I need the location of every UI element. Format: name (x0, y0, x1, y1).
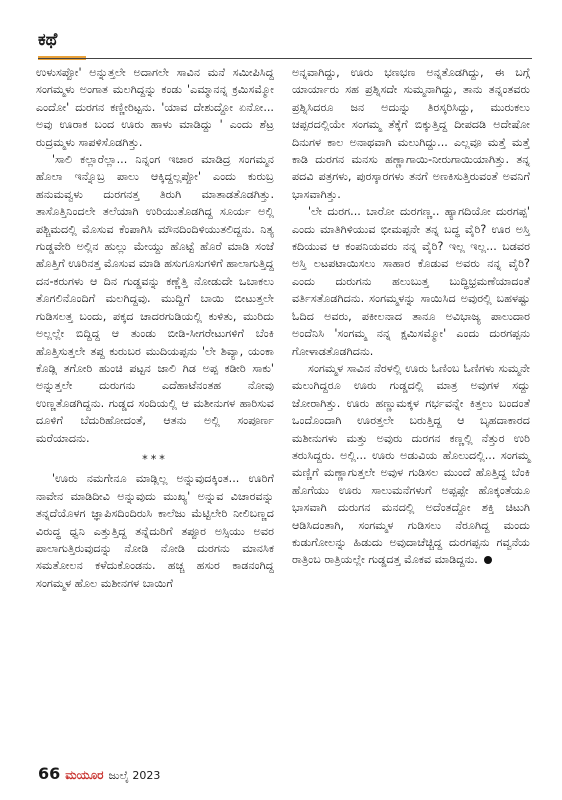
magazine-logo: ಮಯೂರ (65, 768, 104, 782)
paragraph: ಅನ್ನವಾಗಿದ್ದು, ಊರು ಭಣಭಣ ಅನ್ನತೊಡಗಿದ್ದು, ಈ ಬಗ್ಗೆ ಯಾರ್ಯಾರು ಸಹ ಪ್ರಶ್ನಿಸದೇ ಸುಮ್ಮನಾಗಿದ್ದು, ತಾನು ತನ್ನಂತವರು ಪ್ರಶ್ನಿಸಿದರೂ ಜನ ಅದುನ್ನು ತಿರಸ್ಕರಿಸಿದ್ದು, ಮುರುಕಲು ಚಪ್ಪರದಲ್ಲಿಯೇ ಸಂಗಮ್ಮ ತೆಕ್ಕೆಗೆ ಬಿಕ್ಕುತ್ತಿದ್ದ ದೀಪದಡಿ ಅದೇಷೋ ದಿನುಗಳ ಕಾಲ ಅನಾಥವಾಗಿ ಮಲುಗಿದ್ದು... ಎಲ್ಲವೂ ಮತ್ತೆ ಮತ್ತೆ ಕಾಡಿ ದುರಗನ ಮನಸು ಹಣ್ಣಾಗಾಯಿ-ನೀರುಗಾಯಿಯಾಗಿತ್ತು. ತನ್ನ ಪದವಿ ಪತ್ರಗಳು, ಪುರಸ್ಕಾರಗಳು ತನಗೆ ಅಣಕಿಸುತ್ತಿರುವಂತೆ ಅವನಿಗೆ ಭಾಸವಾಗಿತ್ತು. (292, 66, 530, 201)
page-footer (38, 764, 160, 783)
paragraph: 'ಸಾಲಿ ಕಲ್ಲಾರೆಲ್ಲಾ... ನಿನ್ನಂಗ ಇಚಾರ ಮಾಡಿದ್ರ ಸಂಗಮ್ಮನ ಹೊಲಾ ಇನ್ನೊಬ್ರ ಪಾಲು ಆಕ್ಕಿದ್ದಲ್ಲಪ್ಪೋ' ಎಂದು ಕುರುಬ್ರ ಹನುಮವ್ವಳು ದುರಗನತ್ತ ತಿರುಗಿ ಮಾತಾಡತೊಡಗಿತ್ತು. ತಾಸೊತ್ತಿನಿಂದಲೇ ತಲೆಯಾಗಿ ಉರಿಯುತೊಡಗಿದ್ದ ಸೂರ್ಯ ಅಲ್ಲಿ ಪಶ್ಚಿಮದಲ್ಲಿ ಮೊಸುವ ಕೆಂಪಾಗಿಸಿ ಮೌನದಿಂದಿಳಿಯುತಲಿದ್ದನು. ನಿತ್ಯ ಗುಡ್ಡವೇರಿ ಅಲ್ಲಿನ ಹುಲ್ಲು ಮೇಯ್ದು ಹೊಟ್ಟೆ ಹೊರೆ ಮಾಡಿ ಸಂಜೆ ಹೊತ್ತಿಗೆ ಊರಿನತ್ತ ಮೊಸುವ ಮಾಡಿ ಹಸುಗೂಸುಗಳಿಗೆ ಹಾಲಾಗುತ್ತಿದ್ದ ದನ-ಕರುಗಳು ಆ ದಿನ ಗುಡ್ಡವನ್ನು ಕಣ್ಣೆತ್ತಿ ನೋಡುದೇ ಒಬಾಕಲು ತೊಗಲಿನೊಂದಿಗೆ ಮಲಗಿದ್ದವು. ಮುದ್ದಿಗೆ ಬಾಯಿ ಬೀಟುತ್ತಲೇ ಗುಡಿಸಲತ್ತ ಬಂದು, ಪಕ್ಕದ ಚಾದರಗುಡಿಯಲ್ಲಿ ಕುಳಿತು, ಮುರಿದು ಅಲ್ಲಲ್ಲೇ ಬಿದ್ದಿದ್ದ ಆ ತುಂಡು ಬೀಡಿ-ಸೀಗರೇಟುಗಳಿಗೆ ಬೆಂಕಿ ಹೊತ್ತಿಸುತ್ತಲೇ ತಪ್ದ ಕುರುಬರ ಮುದಿಯಪ್ಪನು 'ಲೇ ಶಿವ್ಯಾ, ಯಂಕಾ ಕೊಡ್ಲಿ ತಗೋರಿ ಹುಂಚಿ ಪಟ್ಟನ ಜಾಲಿ ಗಿಡ ಅಪ್ಪ ಕಡೀರಿ ಸಾಕು' ಅನ್ನುತ್ತಲೇ ದುರುಗನು ಎದೆಹಾಟೆನಂತಹ ನೋವು ಉಣ್ಣತೊಡಗಿದ್ದನು. ಗುಡ್ಡದ ಸಂದಿಯಲ್ಲಿ ಆ ಮಶೀನುಗಳ ಹಾರಿಸುವ ದೂಳಿಗೆ ಬೆದುರಿಹೋದಂತೆ, ಆತನು ಅಲ್ಲಿ ಸಂಪೂರ್ಣ ಮರೆಯಾದನು. (36, 153, 274, 445)
paragraph: ಉಳುಸಪ್ಪೋ' ಅನ್ನುತ್ತಲೇ ಅದಾಗಲೇ ಸಾವಿನ ಮನೆ ಸಮೀಪಿಸಿದ್ದ ಸಂಗಮ್ಮಳು ಅಂಗಾತ ಮಲಗಿದ್ದನ್ನು ಕಂಡು 'ಎಮ್ಮಾನನ್ನ ಕ್ರಮಿಸಮ್ಮೋ ಎಂದೋ' ದುರಗನ ಕಣ್ಣೀರಿಟ್ಟನು. 'ಯಾವ ದೇಶುದ್ದೋ ಏನೋ... ಅವು ಊರಾಕ ಬಂದ ಊರು ಹಾಳು ಮಾಡಿದ್ದು ' ಎಂದು ಶೆಟ್ರ ರುದ್ರಮ್ಮಳು ಸಾಪಳಿಸೊಡಗಿತ್ತು. (36, 66, 274, 149)
issue-date: ಜುಲೈ 2023 (108, 769, 161, 782)
paragraph: 'ಲೇ ದುರಗ... ಬಾರೋ ದುರಗಣ್ಣ.. ಹ್ಯಾಗದಿಯೋ ದುರಗಪ್ಪ' ಎಂದು ಮಾತಿಗಿಳಿಯುವ ಭೀಮಪ್ಪನೇ ತನ್ನ ಬದ್ಧ ವೈರಿ? ಊರ ಅಸ್ತಿ ಕದಿಯುವ ಆ ಕಂಪನಿಯವರು ನನ್ನ ವೈರಿ? ಇಲ್ಲ ಇಲ್ಲ... ಬಡವರ ಅಸ್ತಿ ಲಟಪಟಾಯಿಸಲು ಸಾಹಾರ ಕೊಡುವ ಅವರು ನನ್ನ ವೈರಿ? ಎಂದು ದುರುಗನು ಹಲುಬುತ್ತ ಬುದ್ಧಿಭ್ರಮಣೆಯಾದಂತೆ ವರ್ತಿಸತೊಡಗಿದನು. ಸಂಗಮ್ಮಳನ್ನು ಸಾಯಿಸಿದ ಅವುರಲ್ಲಿ ಬಹಳಷ್ಟು ಓದಿದ ಅವರು, ಪಕೀಲನಾದ ತಾನೂ ಅವಿಭಾಜ್ಯ ಪಾಲುದಾರ ಅಂದೆನಿಸಿ 'ಸಂಗಮ್ಮ ನನ್ನ ಕ್ಷಮಿಸಮ್ಮೋ' ಎಂದು ದುರಗಪ್ಪನು ಗೋಳಾಡತೊಡಗಿದನು. (292, 205, 530, 358)
header-rule (38, 58, 532, 59)
paragraph: 'ಊರು ನಮಗೇನೂ ಮಾಡ್ಲಿಲ್ಲ ಅನ್ನುವುದಕ್ಕಿಂತ... ಊರಿಗೆ ನಾವೇನ ಮಾಡಿದೀವಿ ಅನ್ನುವುದು ಮುಖ್ಯ' ಅನ್ನುವ ವಿಚಾರವನ್ನು ತನ್ನದೆಯೊಳಗ ಜ್ಞಾಪಿಸದಿಂದಿರುಸಿ ಕಾಲೆಜು ಮೆಟ್ಟಿಲೇರಿ ನೀಲಿಬಣ್ಣದ ವಿರುದ್ಧ ಧ್ವನಿ ಎತ್ತುತ್ತಿದ್ದ ತನ್ನೆದುರಿಗೆ ತಪ್ಪೂರ ಅಸ್ಸಿಯು ಅವರ ಪಾಲಾಗುತ್ತಿರುವುದನ್ನು ನೋಡಿ ನೋಡಿ ದುರಗನು ಮಾನಸಿಕ ಸಮತೋಲನ ಕಳೆದುಕೊಂಡನು. ಹಚ್ಚ ಹಸುರ ಕಾಡನಂಗಿದ್ದ ಸಂಗಮ್ಮಳ ಹೊಲ ಮಶೀನಗಳ ಬಾಯಿಗೆ (36, 472, 274, 590)
end-mark-icon (484, 556, 492, 564)
page-number: 66 (38, 764, 61, 783)
paragraph-text: ಸಂಗಮ್ಮಳ ಸಾವಿನ ನೆರಳಲ್ಲಿ ಊರು ಓಣಿಂಬ ಓಣಿಗಳು ಸುಮ್ಮನೇ ಮಲುಗಿದ್ದರೂ ಊರು ಗುಡ್ಡದಲ್ಲಿ ಮಾತ್ರ ಅವುಗಳ ಸದ್ದು ಜೋರಾಗಿತ್ತು. ಊರು ಹಣ್ಣುಮಕ್ಕಳ ಗರ್ಭವನ್ನೇ ಕಿತ್ತಲು ಬಂದಂತೆ ಒಂದೊಂದಾಗಿ ಊರತ್ತಲೇ ಬರುತ್ತಿದ್ದ ಆ ಬೃಹದಾಕಾರದ ಮಶೀನುಗಳು ಮತ್ತು ಅವುರು ದುರಗನ ಕಣ್ಣಲ್ಲಿ ನೆತ್ತುರ ಉರಿ ತರುಸಿದ್ದರು. ಅಲ್ಲಿ... ಊರು ಅಡುವಿಯ ಹೊಲುದಲ್ಲಿ... ಸಂಗಮ್ಮ ಮಣ್ಣಿಗೆ ಮಣ್ಣಾಗುತ್ತಲೇ ಅವುಳ ಗುಡಿಸಲ ಮುಂದೆ ಹೊತ್ತಿದ್ದ ಬೆಂಕಿ ಹೊಗೆಯು ಊರು ಸಾಲುಮನೆಗಳುಗೆ ಅಪ್ಪಪ್ಪೇ ಹೊಕ್ಕಂತೆಯೂ ಭಾಸವಾಗಿ ದುರುಗನ ಮನದಲ್ಲಿ ಅದೆಂತದ್ದೋ ಶಕ್ತಿ ಚಿಟುಗಿ ಆಡಿಸಿದಂತಾಗಿ, ಸಂಗಮ್ಮಳ ಗುಡಿಸಲು ನೆರೂಗಿದ್ದ ಮಂದು ಕುಡುಗೋಲನ್ನು ಹಿಡುದು ಅವುದಾಚೆಚ್ಚಿದ್ದ ದುರಗಪ್ಪನು ಗವ್ವನೆಯ ರಾತ್ರಿಂಬ ರಾತ್ರಿಯಲ್ಲೇ ಗುಡ್ಡದತ್ತ ಮೊಕವ ಮಾಡಿದ್ದನು. (292, 361, 530, 567)
right-column (292, 64, 530, 569)
section-separator: *** (142, 452, 168, 466)
section-title: ಕಥೆ (38, 30, 58, 50)
paragraph-last (292, 360, 530, 569)
left-column (36, 64, 274, 592)
